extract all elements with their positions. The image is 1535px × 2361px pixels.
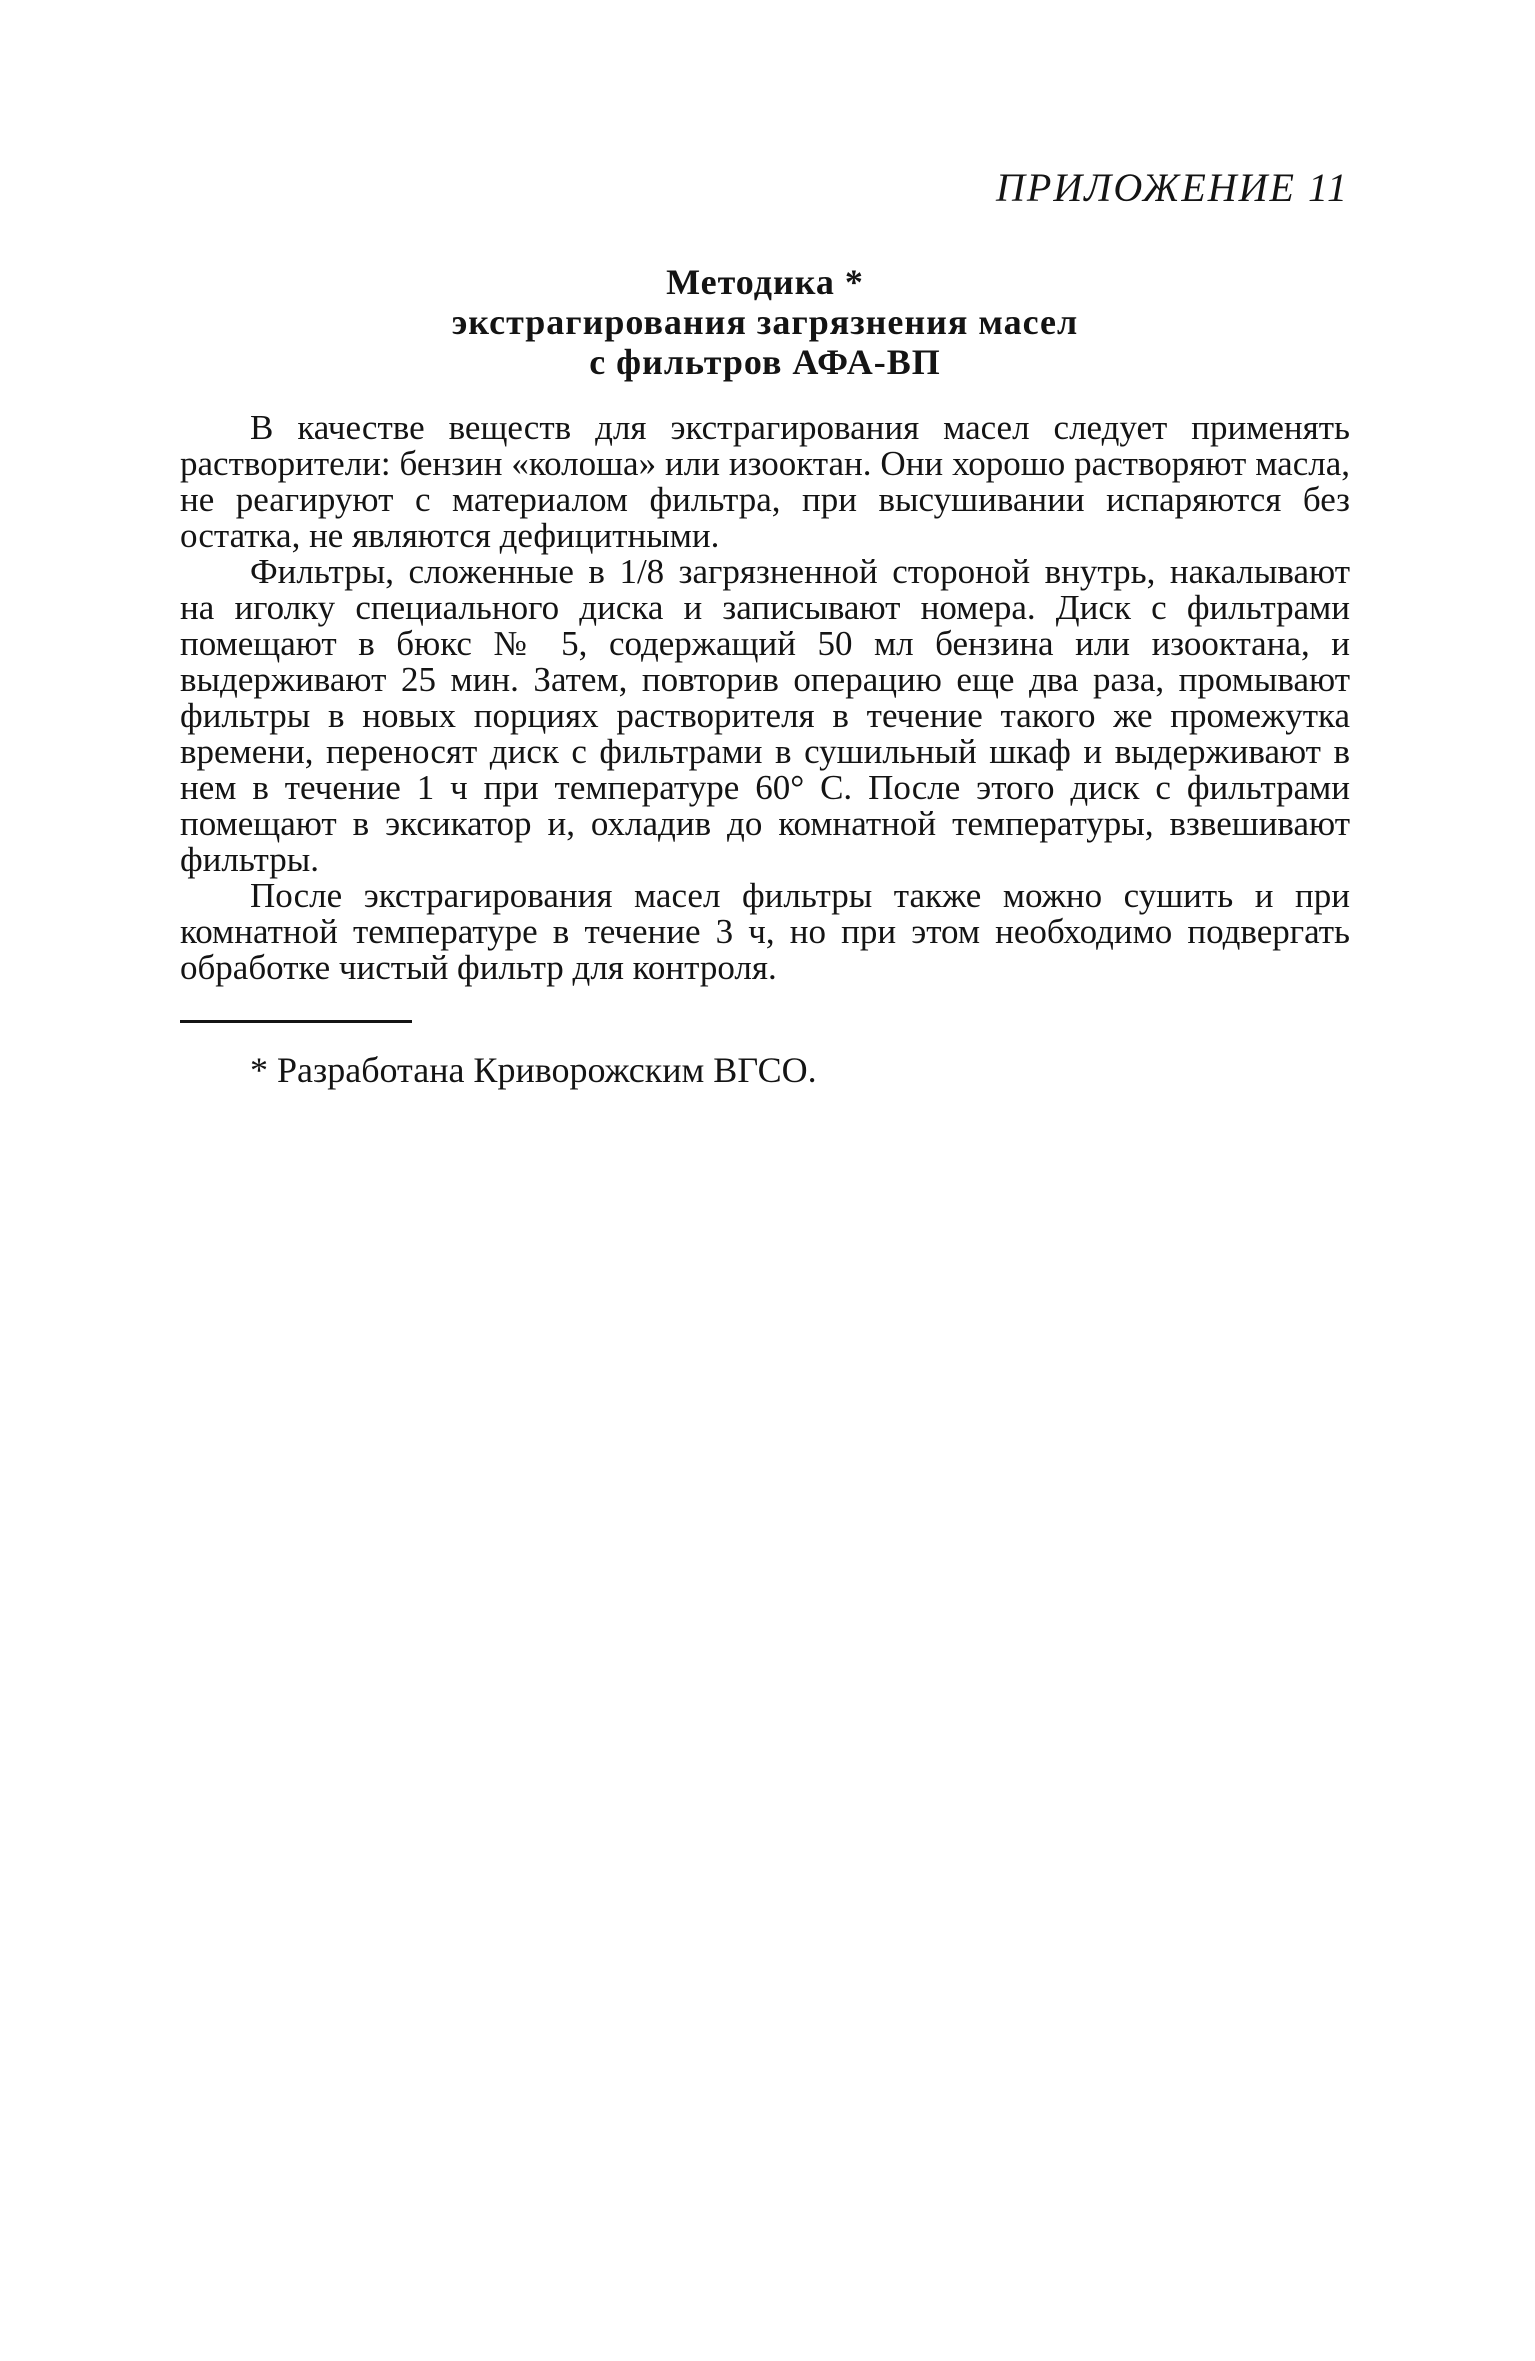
footnote-divider [180, 1020, 412, 1023]
paragraph-1: В качестве веществ для экстрагирования масел следует применять растворители: бензин «колоша» или изооктан. Они хорошо растворяют масла, не реагируют с материалом фильтра, при высушивании испаряются без остатка, не являются дефицитными. [180, 408, 1350, 555]
paragraph-3: После экстрагирования масел фильтры также можно сушить и при комнатной температуре в течение 3 ч, но при этом необходимо подвергать обработке чистый фильтр для контроля. [180, 876, 1350, 987]
title-line-1: Методика * [666, 262, 864, 302]
appendix-label: ПРИЛОЖЕНИЕ 11 [996, 165, 1349, 210]
document-title [180, 262, 1350, 382]
title-line-2: экстрагирования загрязнения масел [451, 302, 1079, 342]
footnote: * Разработана Криворожским ВГСО. [250, 1050, 817, 1090]
body-text [180, 410, 1350, 986]
paragraph-2: Фильтры, сложенные в 1/8 загрязненной стороной внутрь, накалывают на иголку специального диска и записывают номера. Диск с фильтрами помещают в бюкс № 5, содержащий 50 мл бензина или изооктана, и выдерживают 25 мин. Затем, повторив операцию еще два раза, промывают фильтры в новых порциях растворителя в течение такого же промежутка времени, переносят диск с фильтрами в сушильный шкаф и выдерживают в нем в течение 1 ч при температуре 60° С. После этого диск с фильтрами помещают в эксикатор и, охладив до комнатной температуры, взвешивают фильтры. [180, 552, 1350, 879]
title-line-3: с фильтров АФА-ВП [589, 342, 941, 382]
